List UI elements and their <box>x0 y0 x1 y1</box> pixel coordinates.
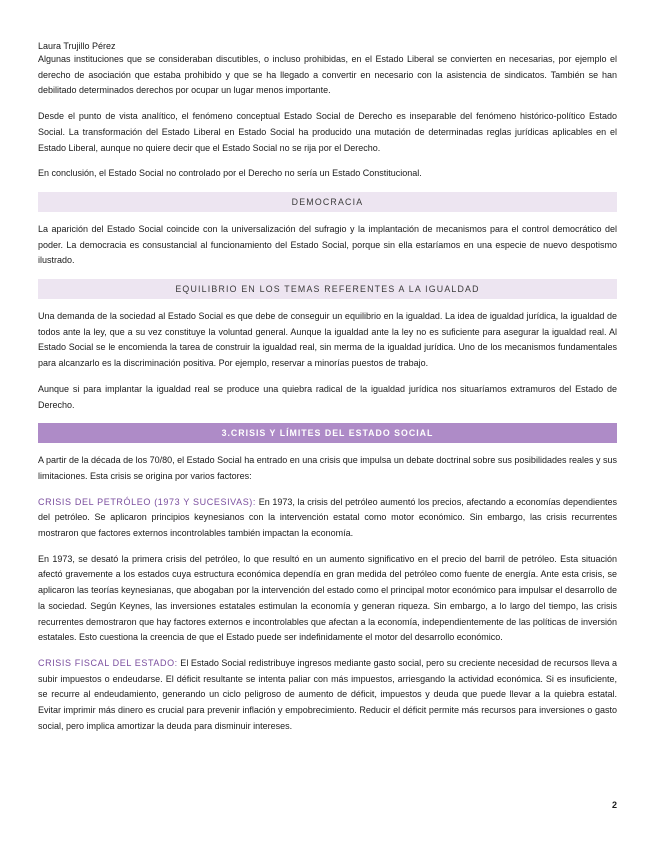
crisis-petroleo-paragraph <box>38 495 617 542</box>
section-heading-igualdad: EQUILIBRIO EN LOS TEMAS REFERENTES A LA IGUALDAD <box>38 279 617 299</box>
crisis-petroleo-detail: En 1973, se desató la primera crisis del petróleo, lo que resultó en un aumento significativo en el precio del barril de petróleo. Esta situación afectó gravemente a los estados cuya estructura económica dependía en gran medida del petróleo como fuente de energía. Ante esta crisis, se aplicaron las teorías keynesianas, que abogaban por la intervención del estado como el principal motor económico para impulsar el desarrollo de la sociedad. Según Keynes, las inversiones estatales estimulan la economía y generan riqueza. Sin embargo, a lo largo del tiempo, las crisis recurrentes demostraron que hay factores externos e incontrolables que afectan a la economía, independientemente de las políticas de inversión estatales. Esto cuestiona la creencia de que el Estado puede ser indefinidamente el motor del desarrollo económico. <box>38 553 617 643</box>
crisis-fiscal-text: El Estado Social redistribuye ingresos mediante gasto social, pero su creciente necesidad de recursos lleva a subir impuestos o endeudarse. El déficit resultante se intenta paliar con más impuestos, arriesgando la actividad económica. Si es insuficiente, se recurre al endeudamiento, generando un ciclo peligroso de aumento de déficit, impuestos y deuda que puede llevar a la quiebra estatal. Evitar imprimir más dinero es crucial para prevenir inflación y empobrecimiento. Reducir el déficit permite más recursos para inversiones o gasto social, pero implica amortizar la deuda para disminuir intereses. <box>38 657 617 731</box>
intro-paragraph-2: Desde el punto de vista analítico, el fenómeno conceptual Estado Social de Derecho es inseparable del fenómeno histórico-político Estado Social. La transformación del Estado Liberal en Estado Social ha producido una mutación de determinadas reglas jurídicas aplicables en el Estado Liberal, aunque no quiere decir que el Estado Social no se rija por el Derecho. <box>38 111 617 153</box>
igualdad-paragraph-1: Una demanda de la sociedad al Estado Social es que debe de conseguir un equilibrio en la igualdad. La idea de igualdad jurídica, la igualdad de todos ante la ley, que a su vez constituye la voluntad general. Aunque la igualdad ante la ley no es suficiente para asegurar la igualdad real. Al Estado Social se le encomienda la tarea de construir la igualdad real, sin merma de la igualdad jurídica. Uno de los mecanismos fundamentales para alcanzarlo es la discriminación positiva. Por ejemplo, reservar a minorías puestos de trabajo. <box>38 311 617 369</box>
page-number: 2 <box>611 800 617 810</box>
section-heading-crisis: 3.CRISIS Y LÍMITES DEL ESTADO SOCIAL <box>38 423 617 443</box>
democracia-paragraph: La aparición del Estado Social coincide con la universalización del sufragio y la implantación de mecanismos para el control democrático del poder. La democracia es consustancial al funcionamiento del Estado Social, porque sin ella estaríamos en una especie de nuevo despotismo ilustrado. <box>38 223 617 266</box>
crisis-petroleo-text: En 1973, la crisis del petróleo aumentó los precios, afectando a economías dependientes del petróleo. Se aplicaron principios keynesianos con la intervención estatal como motor económico. Sin embargo, las crisis recurrentes mostraron que factores externos incontrolables también impactan la economía. <box>38 496 617 539</box>
crisis-intro-paragraph: A partir de la década de los 70/80, el Estado Social ha entrado en una crisis que impulsa un debate doctrinal sobre sus posibilidades reales y sus limitaciones. Esta crisis se origina por varios factores: <box>38 455 617 481</box>
igualdad-paragraph-2: Aunque si para implantar la igualdad real se produce una quiebra radical de la igualdad jurídica nos situaríamos extramuros del Estado de Derecho. <box>38 383 617 410</box>
section-heading-democracia: DEMOCRACIA <box>38 192 617 212</box>
intro-paragraph-3: En conclusión, el Estado Social no controlado por el Derecho no sería un Estado Constitucional. <box>38 168 422 179</box>
crisis-fiscal-paragraph <box>38 656 617 735</box>
crisis-petroleo-lead: CRISIS DEL PETRÓLEO (1973 Y SUCESIVAS): <box>38 496 257 507</box>
intro-paragraph-1: Algunas instituciones que se consideraban discutibles, o incluso prohibidas, en el Estado Liberal se convierten en necesarias, por ejemplo el derecho de asociación que estaba prohibido y que se ha llegado a convertir en necesario con la asistencia de sindicatos. También se han debilitado determinados derechos por ocupar un lugar menos importante. <box>38 54 617 96</box>
document-page <box>38 40 617 735</box>
crisis-fiscal-lead: CRISIS FISCAL DEL ESTADO: <box>38 657 178 668</box>
author-name: Laura Trujillo Pérez <box>38 41 116 51</box>
